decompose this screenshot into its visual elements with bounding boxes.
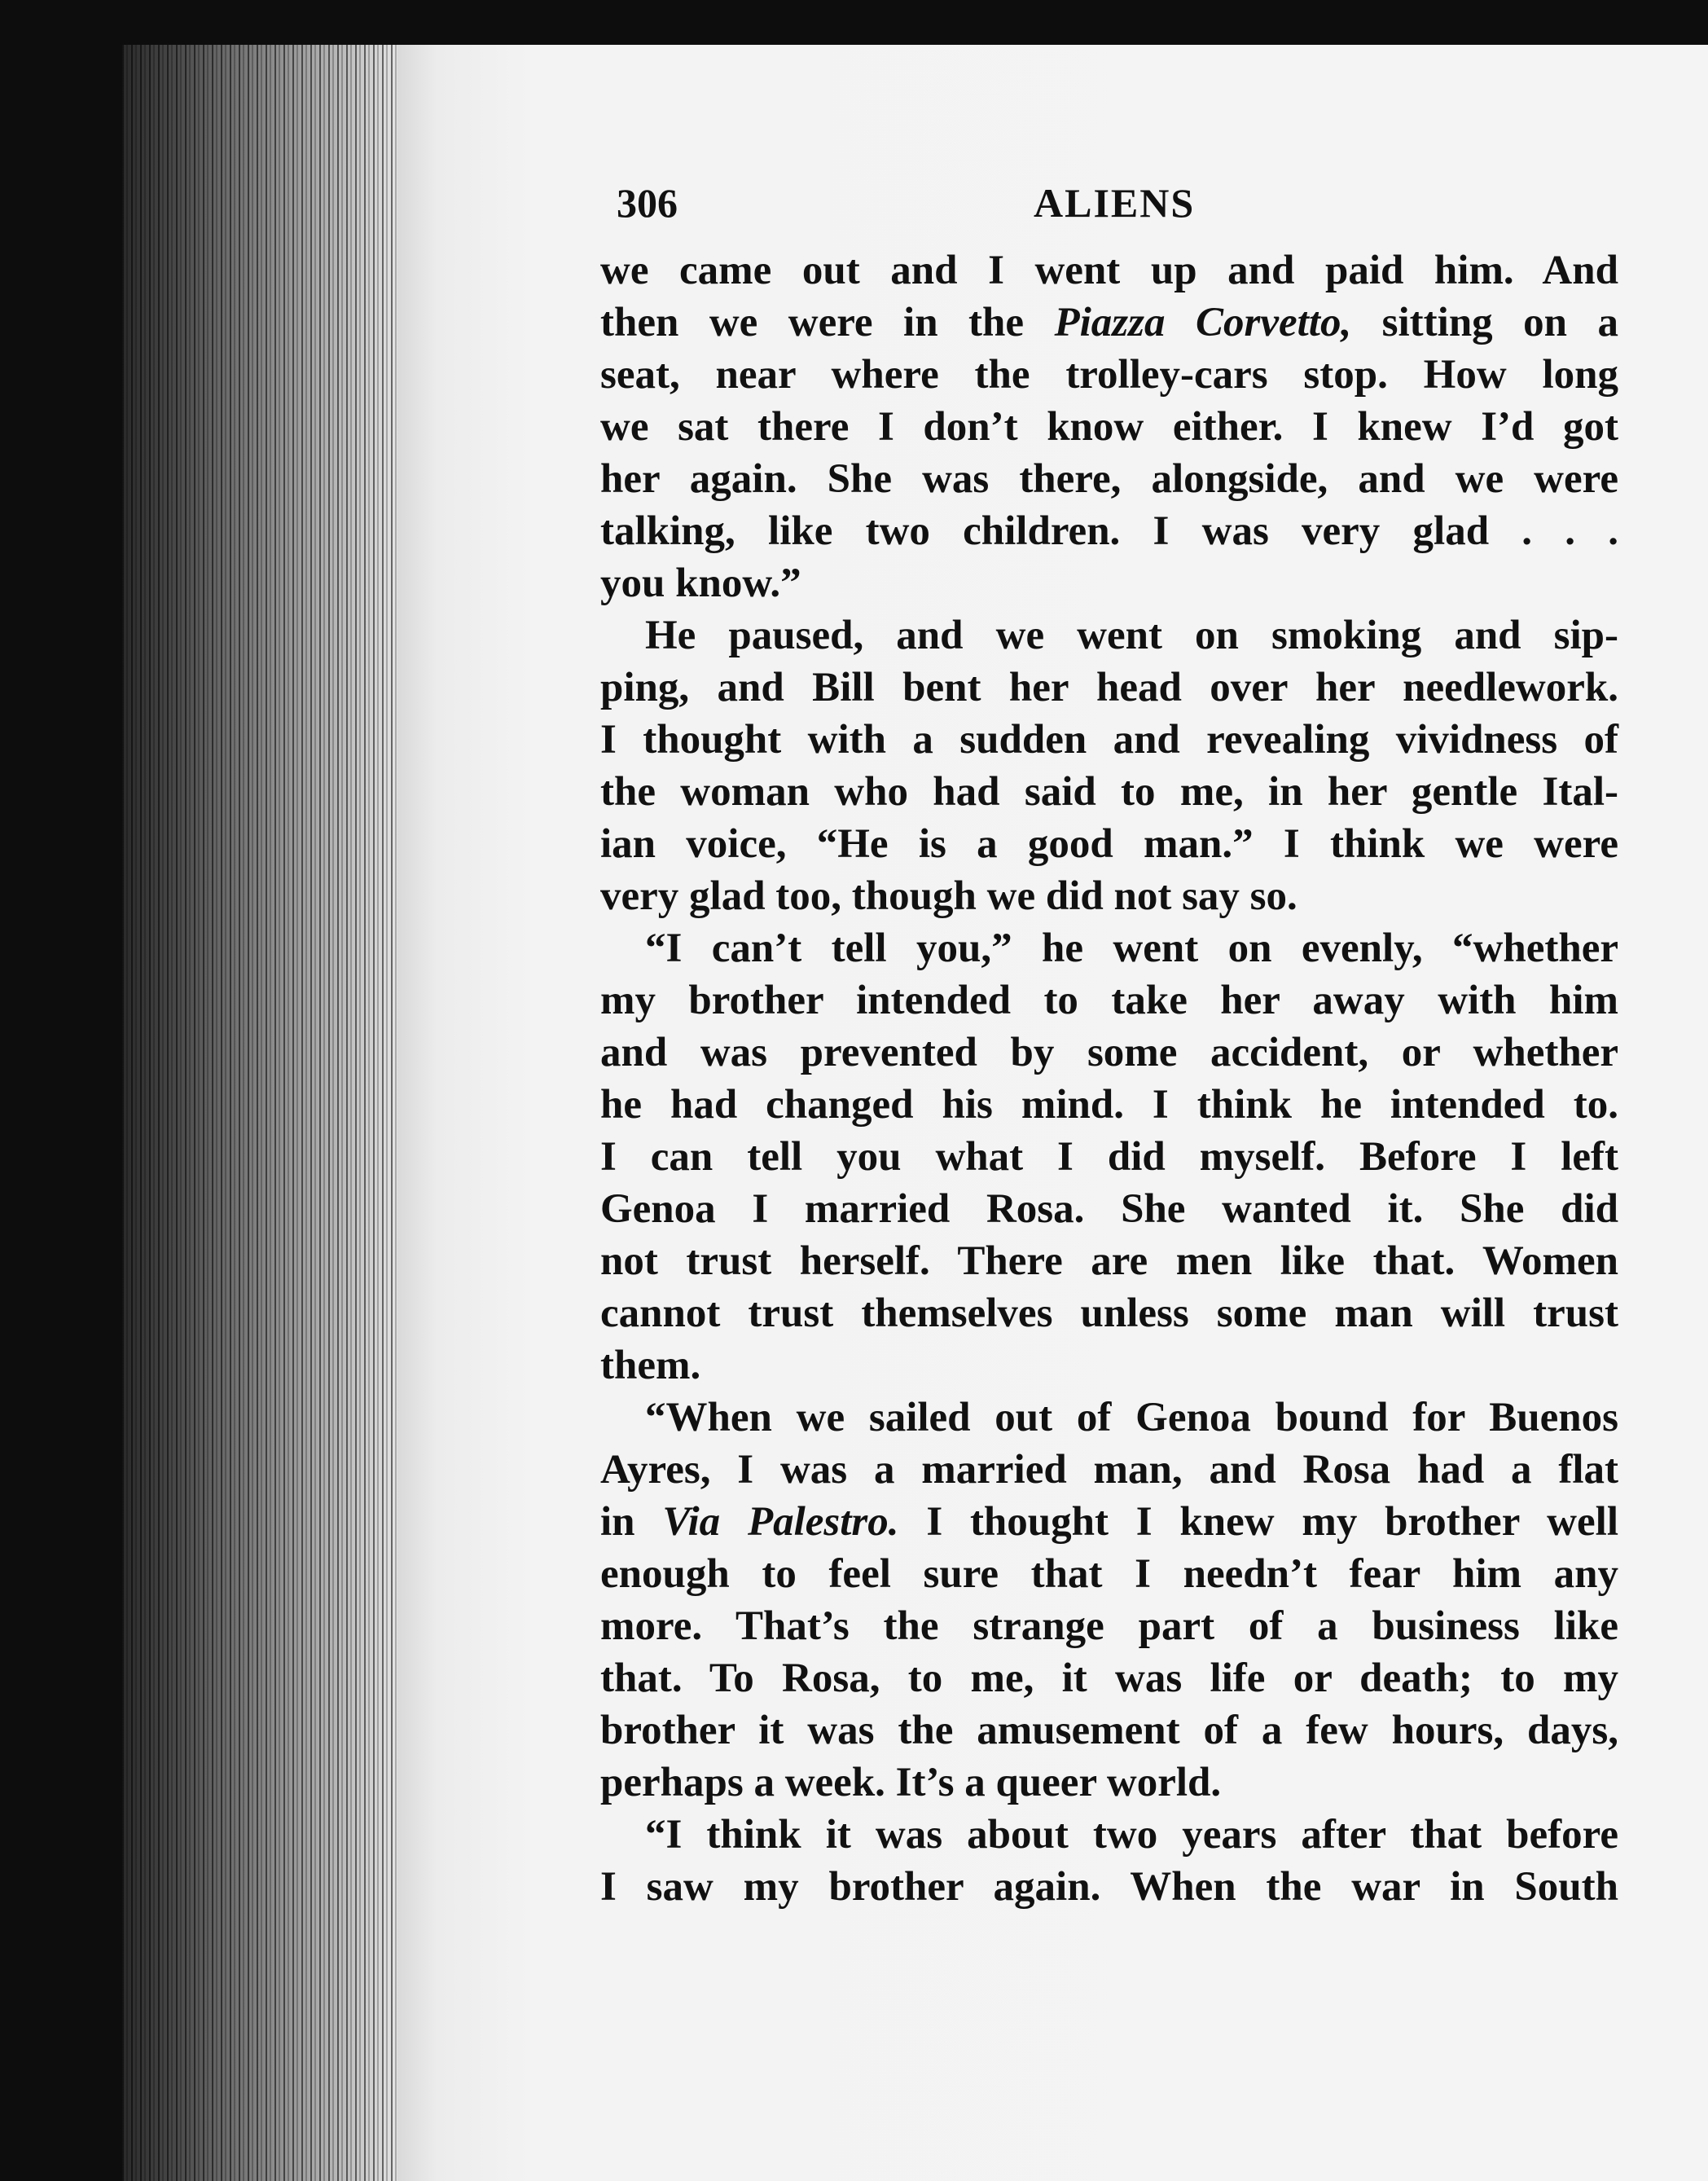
text-line: I saw my brother again. When the war in South — [600, 1864, 1618, 1910]
text-line: seat, near where the trolley-cars stop. How long — [600, 352, 1618, 398]
text-line: I can tell you what I did myself. Before I left — [600, 1134, 1618, 1180]
text-line: ping, and Bill bent her head over her needlework. — [600, 665, 1618, 710]
running-title: ALIENS — [1034, 180, 1196, 226]
italic-street-name: Via Palestro. — [662, 1499, 899, 1545]
text-line: cannot trust themselves unless some man will trust — [600, 1291, 1618, 1336]
text-line: more. That’s the strange part of a business like — [600, 1603, 1618, 1649]
text-line: Genoa I married Rosa. She wanted it. She did — [600, 1186, 1618, 1232]
text-line: Ayres, I was a married man, and Rosa had a flat — [600, 1447, 1618, 1493]
text-line: then we were in the Piazza Corvetto, sitting on a — [600, 300, 1618, 345]
text-line: in Via Palestro. I thought I knew my brother well — [600, 1499, 1618, 1545]
text-line: talking, like two children. I was very glad . . . — [600, 508, 1618, 554]
text-line: He paused, and we went on smoking and sip- — [645, 613, 1618, 658]
text-line: not trust herself. There are men like that. Women — [600, 1238, 1618, 1284]
text-line: we came out and I went up and paid him. And — [600, 248, 1618, 293]
running-head — [600, 171, 1618, 236]
text-line: my brother intended to take her away with him — [600, 978, 1618, 1023]
page-number: 306 — [617, 180, 678, 226]
text-line: “I can’t tell you,” he went on evenly, “whether — [645, 926, 1618, 971]
italic-place-name: Piazza Corvetto, — [1054, 300, 1352, 345]
page-text — [600, 171, 1618, 1913]
text-line: and was prevented by some accident, or whether — [600, 1030, 1618, 1075]
text-line: her again. She was there, alongside, and we were — [600, 456, 1618, 502]
text-line: “When we sailed out of Genoa bound for Buenos — [645, 1395, 1618, 1440]
text-line: the woman who had said to me, in her gentle Ital- — [600, 769, 1618, 815]
text-line: ian voice, “He is a good man.” I think we were — [600, 821, 1618, 867]
text-line: very glad too, though we did not say so. — [600, 873, 1297, 919]
text-line: “I think it was about two years after that before — [645, 1812, 1618, 1858]
text-line: them. — [600, 1343, 701, 1388]
text-line: that. To Rosa, to me, it was life or death; to my — [600, 1656, 1618, 1701]
text-line: you know.” — [600, 561, 801, 606]
page-stack-edge — [122, 45, 399, 2181]
text-line: he had changed his mind. I think he intended to. — [600, 1082, 1618, 1128]
text-line: we sat there I don’t know either. I knew I’d got — [600, 404, 1618, 450]
text-line: perhaps a week. It’s a queer world. — [600, 1760, 1222, 1805]
text-line: I thought with a sudden and revealing vividness of — [600, 717, 1618, 763]
text-line: brother it was the amusement of a few hours, days, — [600, 1708, 1618, 1753]
text-line: enough to feel sure that I needn’t fear him any — [600, 1551, 1618, 1597]
